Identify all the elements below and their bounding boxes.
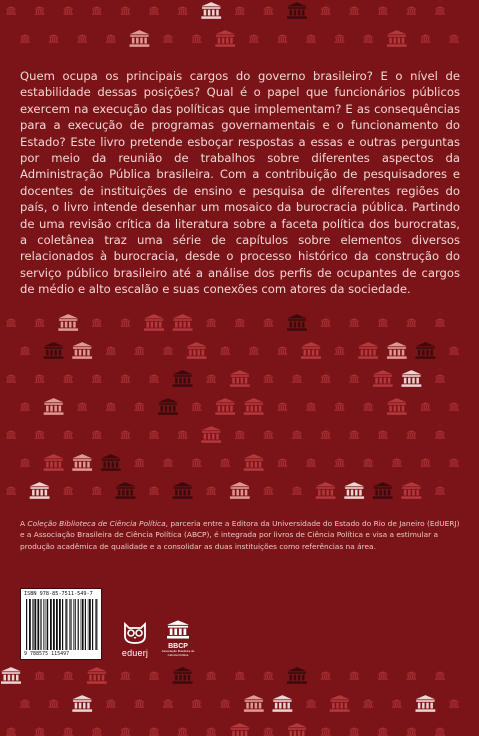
institution-columns-icon [92, 727, 102, 735]
institution-columns-icon [77, 402, 87, 410]
institution-columns-icon [35, 430, 45, 438]
institution-columns-icon [244, 454, 264, 471]
institution-columns-icon [435, 727, 445, 735]
institution-columns-icon [173, 482, 193, 499]
institution-columns-icon [163, 458, 173, 466]
barcode-bar [32, 599, 33, 650]
institution-columns-icon [173, 667, 193, 684]
institution-columns-icon [235, 6, 245, 14]
institution-columns-icon [287, 723, 307, 736]
note-prefix: A [20, 519, 28, 528]
institution-columns-icon [63, 486, 73, 494]
institution-columns-icon [63, 6, 73, 14]
institution-columns-icon [35, 6, 45, 14]
institution-columns-icon [149, 671, 159, 679]
institution-columns-icon [373, 482, 393, 499]
note-rest: , parceria entre a Editora da Universidade do Estado do Rio de Janeiro (EdUERJ) e a Associação Brasileira de Ciência Política (ABCP), é integrada por livros de Ciência Política e visa a estimular a produção acadêmica de qualidade e a consolidar as duas instituições como referências na área. [20, 519, 460, 551]
institution-columns-icon [387, 30, 407, 47]
institution-columns-icon [378, 430, 388, 438]
institution-columns-icon [178, 727, 188, 735]
collection-name: Coleção Biblioteca de Ciência Política [27, 519, 166, 528]
institution-columns-icon [20, 402, 30, 410]
institution-columns-icon [120, 671, 130, 679]
institution-columns-icon [201, 2, 221, 19]
institution-columns-icon [420, 34, 430, 42]
barcode-bar [78, 599, 79, 650]
institution-columns-icon [349, 671, 359, 679]
institution-columns-icon [378, 727, 388, 735]
institution-columns-icon [72, 695, 92, 712]
eduerj-logo [114, 622, 156, 658]
institution-columns-icon [249, 346, 259, 354]
institution-columns-icon [349, 727, 359, 735]
institution-columns-icon [292, 374, 302, 382]
barcode-bar [66, 599, 67, 650]
institution-columns-icon [187, 342, 207, 359]
institution-columns-icon [134, 458, 144, 466]
barcode-bar [69, 599, 70, 650]
institution-columns-icon [220, 458, 230, 466]
institution-columns-icon [420, 458, 430, 466]
institution-columns-icon [321, 374, 331, 382]
barcode-bar [29, 599, 31, 650]
institution-columns-icon [163, 34, 173, 42]
institution-columns-icon [206, 671, 216, 679]
barcode-bar [92, 599, 93, 650]
institution-columns-icon [206, 318, 216, 326]
institution-columns-icon [263, 318, 273, 326]
institution-columns-icon [373, 370, 393, 387]
institution-columns-icon [106, 346, 116, 354]
institution-columns-icon [306, 699, 316, 707]
institution-columns-icon [349, 430, 359, 438]
barcode-bar [62, 599, 63, 650]
institution-columns-icon [6, 318, 16, 326]
barcode-bar [85, 599, 86, 650]
institution-columns-icon [192, 402, 202, 410]
institution-columns-icon [6, 727, 16, 735]
institution-columns-icon [449, 402, 459, 410]
barcode-bar [33, 599, 34, 650]
institution-columns-icon [249, 34, 259, 42]
institution-columns-icon [115, 482, 135, 499]
institution-columns-icon [301, 342, 321, 359]
institution-columns-icon [163, 699, 173, 707]
institution-columns-icon [449, 458, 459, 466]
institution-columns-icon [363, 458, 373, 466]
institution-columns-icon [120, 6, 130, 14]
institution-columns-icon [321, 671, 331, 679]
institution-columns-icon [63, 671, 73, 679]
barcode-bar [73, 599, 74, 650]
institution-columns-icon [263, 374, 273, 382]
institution-columns-icon [134, 402, 144, 410]
institution-columns-icon [35, 727, 45, 735]
institution-columns-icon [449, 699, 459, 707]
institution-columns-icon [120, 374, 130, 382]
collection-note [20, 518, 460, 552]
institution-columns-icon [277, 402, 287, 410]
barcode-bar [56, 599, 58, 650]
columns-icon [167, 620, 189, 639]
barcode-bar [26, 599, 27, 650]
institution-columns-icon [149, 430, 159, 438]
abcp-logo-subtitle: Associação Brasileira de Ciência Política [161, 649, 195, 657]
isbn-label: ISBN 978-85-7511-549-7 [24, 591, 93, 597]
barcode-bar [34, 599, 36, 650]
institution-columns-icon [415, 695, 435, 712]
institution-columns-icon [349, 374, 359, 382]
institution-columns-icon [35, 374, 45, 382]
institution-columns-icon [20, 699, 30, 707]
institution-columns-icon [149, 486, 159, 494]
institution-columns-icon [292, 486, 302, 494]
institution-columns-icon [120, 727, 130, 735]
institution-columns-icon [349, 318, 359, 326]
eduerj-logo-text: eduerj [121, 648, 149, 658]
institution-columns-icon [35, 318, 45, 326]
institution-columns-icon [449, 346, 459, 354]
institution-columns-icon [435, 374, 445, 382]
institution-columns-icon [92, 430, 102, 438]
institution-columns-icon [401, 370, 421, 387]
institution-columns-icon [87, 667, 107, 684]
barcode-bar [96, 599, 97, 650]
institution-columns-icon [230, 370, 250, 387]
institution-columns-icon [149, 727, 159, 735]
institution-columns-icon [263, 727, 273, 735]
institution-columns-icon [363, 402, 373, 410]
institution-columns-icon [335, 402, 345, 410]
institution-columns-icon [287, 2, 307, 19]
institution-columns-icon [106, 699, 116, 707]
institution-columns-icon [449, 34, 459, 42]
barcode-bar [82, 599, 84, 650]
institution-columns-icon [244, 695, 264, 712]
institution-columns-icon [244, 398, 264, 415]
institution-columns-icon [344, 482, 364, 499]
institution-columns-icon [63, 374, 73, 382]
institution-columns-icon [134, 346, 144, 354]
barcode-bar [50, 599, 52, 650]
institution-columns-icon [406, 727, 416, 735]
institution-columns-icon [277, 346, 287, 354]
barcode-bar [53, 599, 55, 650]
institution-columns-icon [201, 426, 221, 443]
institution-columns-icon [287, 314, 307, 331]
barcode-bar [59, 599, 61, 650]
barcode-bar [37, 599, 39, 650]
institution-columns-icon [287, 667, 307, 684]
barcode-bar [81, 599, 82, 650]
institution-columns-icon [192, 699, 202, 707]
institution-columns-icon [387, 342, 407, 359]
barcode-bar [43, 599, 44, 650]
institution-columns-icon [72, 454, 92, 471]
institution-columns-icon [358, 342, 378, 359]
institution-columns-icon [72, 342, 92, 359]
institution-columns-icon [321, 430, 331, 438]
institution-columns-icon [306, 458, 316, 466]
institution-columns-icon [292, 430, 302, 438]
institution-columns-icon [35, 671, 45, 679]
institution-columns-icon [173, 314, 193, 331]
institution-columns-icon [6, 486, 16, 494]
institution-columns-icon [92, 486, 102, 494]
institution-columns-icon [415, 342, 435, 359]
institution-columns-icon [178, 6, 188, 14]
abcp-logo-text: BBCP [168, 643, 188, 650]
institution-columns-icon [435, 318, 445, 326]
institution-columns-icon [406, 671, 416, 679]
institution-columns-icon [401, 482, 421, 499]
institution-columns-icon [134, 699, 144, 707]
institution-columns-icon [1, 667, 21, 684]
barcode-bar [65, 599, 66, 650]
institution-columns-icon [192, 34, 202, 42]
institution-columns-icon [44, 342, 64, 359]
institution-columns-icon [158, 398, 178, 415]
institution-columns-icon [44, 454, 64, 471]
institution-columns-icon [149, 6, 159, 14]
barcode-bar [46, 599, 47, 650]
institution-columns-icon [406, 318, 416, 326]
institution-columns-icon [49, 699, 59, 707]
institution-columns-icon [178, 430, 188, 438]
isbn-barcode [20, 588, 102, 660]
institution-columns-icon [206, 727, 216, 735]
barcode-bars [24, 599, 100, 650]
institution-columns-icon [378, 6, 388, 14]
barcode-bar [95, 599, 96, 650]
barcode-bar [45, 599, 46, 650]
institution-columns-icon [263, 430, 273, 438]
institution-columns-icon [101, 454, 121, 471]
institution-columns-icon [6, 374, 16, 382]
institution-columns-icon [30, 482, 50, 499]
institution-columns-icon [49, 34, 59, 42]
institution-columns-icon [215, 30, 235, 47]
institution-columns-icon [335, 458, 345, 466]
abcp-logo [160, 620, 196, 657]
institution-columns-icon [335, 34, 345, 42]
institution-columns-icon [58, 314, 78, 331]
institution-columns-icon [420, 402, 430, 410]
institution-columns-icon [44, 398, 64, 415]
institution-columns-icon [235, 318, 245, 326]
institution-columns-icon [435, 671, 445, 679]
institution-columns-icon [63, 430, 73, 438]
institution-columns-icon [387, 398, 407, 415]
institution-columns-icon [163, 346, 173, 354]
institution-columns-icon [263, 6, 273, 14]
institution-columns-icon [129, 30, 149, 47]
back-cover-blurb: Quem ocupa os principais cargos do governo brasileiro? E o nível de estabilidade dessas posições? Qual é o papel que funcionários públicos exercem na execução das políticas que implementam? E as consequências para a execução de programas governamentais e o funcionamento do Estado? Este livro pretende esboçar respostas a essas e outras perguntas por meio da reunião de trabalhos sobre diferentes aspectos da Administração Pública brasileira. Com a contribuição de pesquisadores e docentes de instituições de ensino e pesquisa de diferentes regiões do país, o livro intende desenhar um mosaico da burocracia pública. Partindo de uma revisão crítica da literatura sobre a faceta política dos burocratas, a coletânea traz uma série de capítulos sobre elementos diversos relacionados à burocracia, desde o processo histórico da construção do serviço público brasileiro até a análise dos perfis de ocupantes de cargos de médio e alto escalão e suas conexões com atores da sociedade. [20, 69, 460, 297]
institution-columns-icon [321, 318, 331, 326]
institution-columns-icon [392, 699, 402, 707]
institution-columns-icon [120, 318, 130, 326]
owl-icon [122, 622, 148, 644]
institution-columns-icon [63, 727, 73, 735]
barcode-bar [75, 599, 76, 650]
barcode-bar [47, 599, 48, 650]
barcode-digits: 9 788575 115497 [24, 651, 70, 657]
barcode-bar [40, 599, 41, 650]
institution-columns-icon [6, 430, 16, 438]
institution-columns-icon [306, 402, 316, 410]
institution-columns-icon [206, 374, 216, 382]
institution-columns-icon [321, 727, 331, 735]
institution-columns-icon [435, 430, 445, 438]
institution-columns-icon [435, 486, 445, 494]
institution-columns-icon [144, 314, 164, 331]
institution-columns-icon [92, 318, 102, 326]
institution-columns-icon [263, 486, 273, 494]
institution-columns-icon [20, 346, 30, 354]
institution-columns-icon [6, 6, 16, 14]
institution-columns-icon [406, 6, 416, 14]
institution-columns-icon [363, 699, 373, 707]
institution-columns-icon [235, 430, 245, 438]
institution-columns-icon [349, 6, 359, 14]
barcode-bar [70, 599, 71, 650]
institution-columns-icon [392, 458, 402, 466]
institution-columns-icon [173, 370, 193, 387]
barcode-bar [89, 599, 91, 650]
institution-columns-icon [192, 458, 202, 466]
institution-columns-icon [106, 34, 116, 42]
institution-columns-icon [149, 374, 159, 382]
institution-columns-icon [106, 402, 116, 410]
institution-columns-icon [215, 398, 235, 415]
institution-columns-icon [330, 695, 350, 712]
institution-columns-icon [20, 458, 30, 466]
institution-columns-icon [220, 346, 230, 354]
institution-columns-icon [277, 34, 287, 42]
institution-columns-icon [272, 695, 292, 712]
institution-columns-icon [77, 34, 87, 42]
institution-columns-icon [230, 723, 250, 736]
institution-columns-icon [120, 430, 130, 438]
institution-columns-icon [406, 430, 416, 438]
institution-columns-icon [92, 6, 102, 14]
institution-columns-icon [321, 6, 331, 14]
barcode-bar [88, 599, 89, 650]
institution-columns-icon [316, 482, 336, 499]
institution-columns-icon [306, 34, 316, 42]
institution-columns-icon [363, 34, 373, 42]
institution-columns-icon [230, 482, 250, 499]
institution-columns-icon [378, 671, 388, 679]
institution-columns-icon [20, 34, 30, 42]
institution-columns-icon [220, 699, 230, 707]
institution-columns-icon [277, 458, 287, 466]
institution-columns-icon [378, 318, 388, 326]
institution-columns-icon [206, 486, 216, 494]
institution-columns-icon [435, 6, 445, 14]
institution-columns-icon [335, 346, 345, 354]
institution-columns-icon [263, 671, 273, 679]
institution-columns-icon [235, 671, 245, 679]
institution-columns-icon [92, 374, 102, 382]
